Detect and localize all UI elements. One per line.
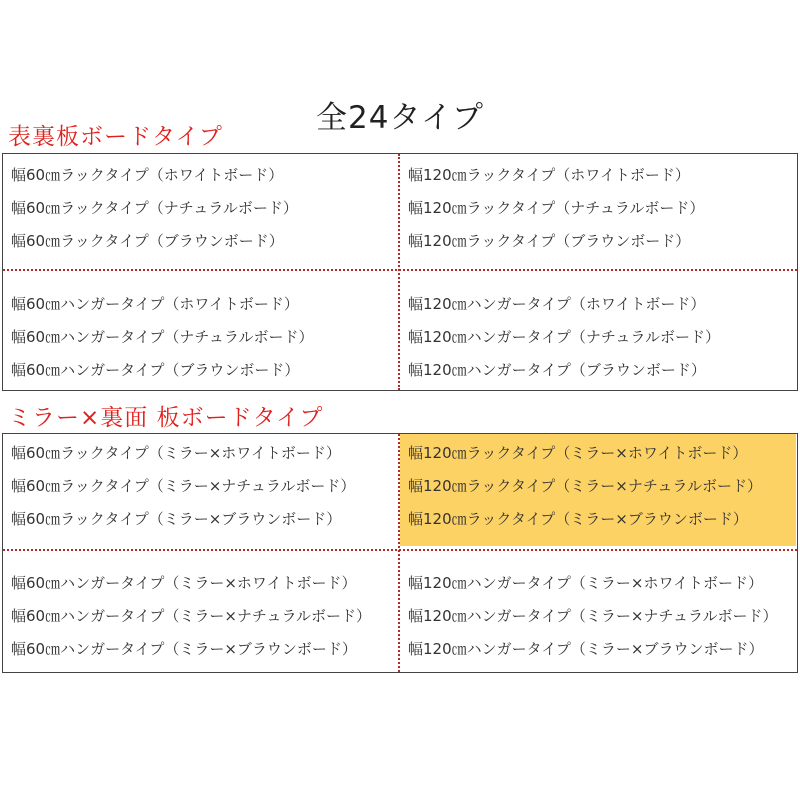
type-item: 幅60㎝ハンガータイプ（ナチュラルボード） — [11, 328, 314, 346]
type-grid-mirror-board — [2, 433, 798, 673]
type-item: 幅120㎝ハンガータイプ（ブラウンボード） — [408, 361, 706, 379]
type-item: 幅60㎝ハンガータイプ（ブラウンボード） — [11, 361, 300, 379]
cell-120-rack — [400, 159, 797, 258]
type-item: 幅60㎝ラックタイプ（ホワイトボード） — [11, 166, 284, 184]
type-item: 幅120㎝ハンガータイプ（ミラー×ブラウンボード） — [408, 640, 764, 658]
cell-mirror-60-rack — [3, 437, 398, 536]
type-item: 幅60㎝ラックタイプ（ミラー×ホワイトボード） — [11, 444, 341, 462]
type-item: 幅120㎝ラックタイプ（ミラー×ブラウンボード） — [408, 510, 748, 528]
vertical-divider — [398, 154, 400, 390]
type-item: 幅120㎝ラックタイプ（ミラー×ナチュラルボード） — [408, 477, 762, 495]
cell-mirror-120-rack-highlighted — [400, 434, 796, 546]
type-item: 幅60㎝ハンガータイプ（ホワイトボード） — [11, 295, 299, 313]
section-title-double-board: 表裏板ボードタイプ — [8, 124, 223, 150]
vertical-divider — [398, 434, 400, 672]
type-item: 幅120㎝ハンガータイプ（ミラー×ナチュラルボード） — [408, 607, 778, 625]
type-item: 幅120㎝ラックタイプ（ミラー×ホワイトボード） — [408, 444, 748, 462]
type-item: 幅60㎝ハンガータイプ（ミラー×ホワイトボード） — [11, 574, 357, 592]
type-item: 幅120㎝ラックタイプ（ナチュラルボード） — [408, 199, 705, 217]
cell-mirror-120-hanger — [400, 567, 797, 666]
section-title-mirror-board: ミラー×裏面 板ボードタイプ — [8, 405, 324, 431]
horizontal-divider — [3, 549, 797, 551]
type-grid-double-board — [2, 153, 798, 391]
cell-60-rack — [3, 159, 398, 258]
type-item: 幅60㎝ハンガータイプ（ミラー×ナチュラルボード） — [11, 607, 372, 625]
type-item: 幅60㎝ラックタイプ（ブラウンボード） — [11, 232, 284, 250]
page-title: 全24タイプ — [316, 100, 484, 136]
cell-60-hanger — [3, 288, 398, 387]
type-item: 幅60㎝ラックタイプ（ミラー×ブラウンボード） — [11, 510, 342, 528]
type-item: 幅120㎝ハンガータイプ（ホワイトボード） — [408, 295, 706, 313]
type-item: 幅120㎝ハンガータイプ（ミラー×ホワイトボード） — [408, 574, 764, 592]
horizontal-divider — [3, 269, 797, 271]
type-item: 幅120㎝ラックタイプ（ホワイトボード） — [408, 166, 690, 184]
type-item: 幅60㎝ラックタイプ（ナチュラルボード） — [11, 199, 298, 217]
type-item: 幅60㎝ハンガータイプ（ミラー×ブラウンボード） — [11, 640, 357, 658]
cell-mirror-60-hanger — [3, 567, 398, 666]
type-item: 幅120㎝ラックタイプ（ブラウンボード） — [408, 232, 691, 250]
type-item: 幅60㎝ラックタイプ（ミラー×ナチュラルボード） — [11, 477, 356, 495]
type-item: 幅120㎝ハンガータイプ（ナチュラルボード） — [408, 328, 720, 346]
cell-120-hanger — [400, 288, 797, 387]
